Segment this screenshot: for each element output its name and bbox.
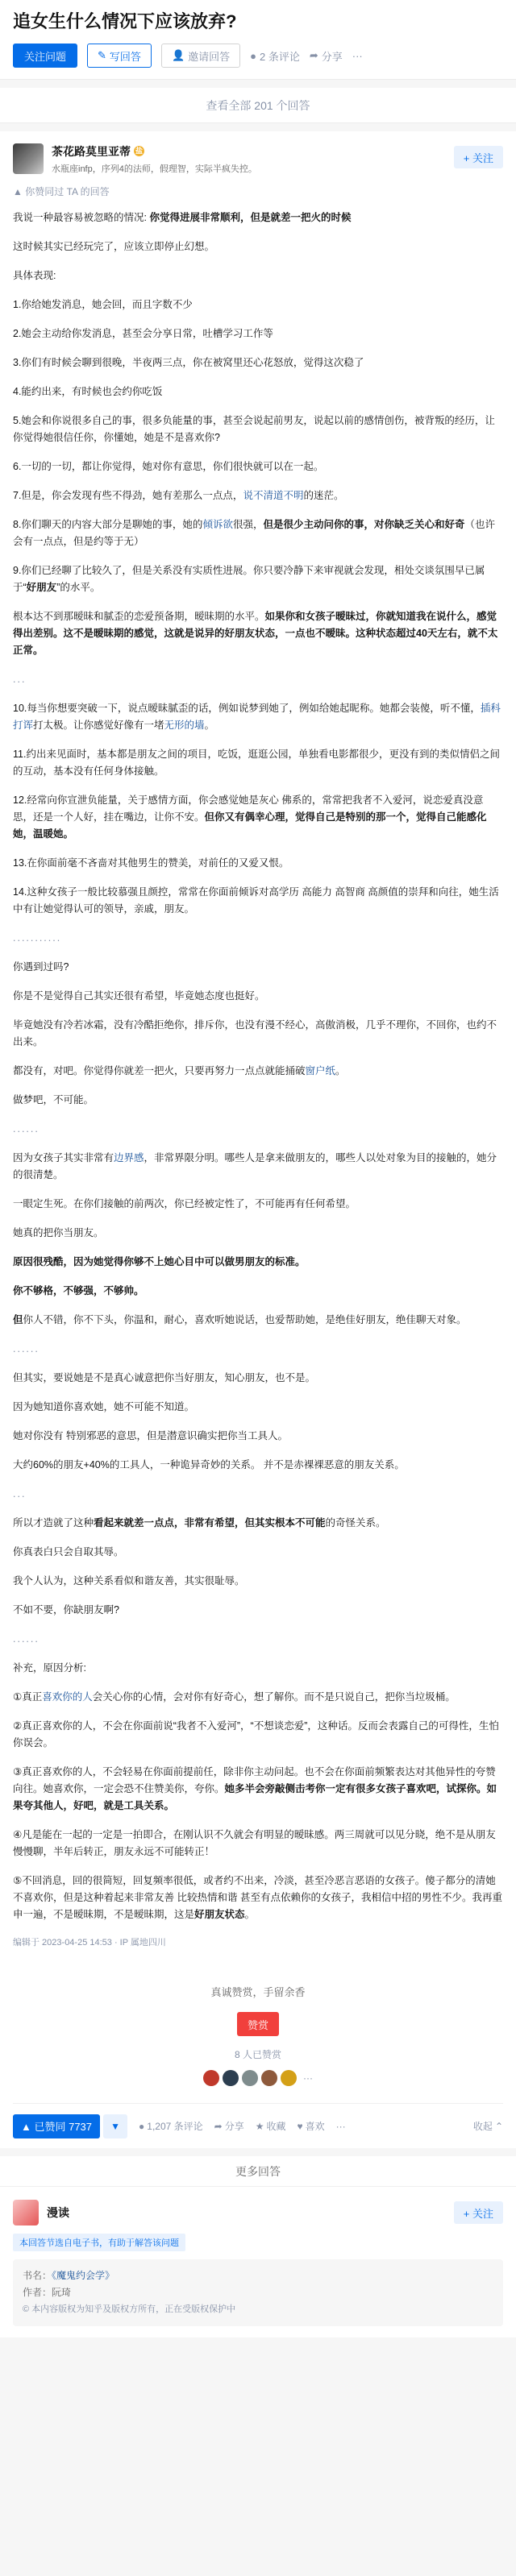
reward-count: 8 人已赞赏 xyxy=(234,2049,281,2060)
paragraph: 10.每当你想要突破一下，说点暧昧腻歪的话，例如说梦到她了，例如给她起昵称。她都会装傻，听不懂，插科打诨打太极。让你感觉好像有一堵无形的墙。 xyxy=(13,703,501,731)
paragraph: 你遇到过吗? xyxy=(13,961,69,973)
paragraph: 因为她知道你喜欢她，她不可能不知道。 xyxy=(13,1401,195,1412)
heart-icon: ♥ xyxy=(297,2120,303,2132)
book-card[interactable] xyxy=(13,2259,503,2326)
paragraph: 这时候其实已经玩完了，应该立即停止幻想。 xyxy=(13,241,215,252)
paragraph: 你真表白只会自取其辱。 xyxy=(13,1546,124,1558)
follow-author-button[interactable]: + 关注 xyxy=(454,146,503,168)
collapse-button[interactable] xyxy=(473,2119,503,2133)
paragraph: 4.能约出来，有时候也会约你吃饭 xyxy=(13,386,163,397)
book-author: 阮琦 xyxy=(52,2287,72,2298)
copyright-note: © 本内容版权为知乎及版权方所有，正在受版权保护中 xyxy=(23,2304,236,2314)
invite-answer-button[interactable] xyxy=(161,44,240,68)
avatar xyxy=(281,2070,297,2086)
share-button[interactable] xyxy=(214,2119,244,2133)
paragraph: 13.在你面前毫不吝啬对其他男生的赞美，对前任的又爱又恨。 xyxy=(13,857,289,869)
write-answer-button[interactable] xyxy=(87,44,152,68)
comment-icon: ● xyxy=(139,2120,145,2132)
question-more-button[interactable]: ··· xyxy=(352,49,363,62)
more-answers-title: 更多回答 xyxy=(0,2156,516,2187)
collapse-label: 收起 xyxy=(472,2121,493,2132)
avatar xyxy=(203,2070,219,2086)
answer-card xyxy=(0,131,516,2148)
paragraph: 补充，原因分析: xyxy=(13,1662,86,1674)
paragraph: 我说一种最容易被忽略的情况: 你觉得进展非常顺利，但是就差一把火的时候 xyxy=(13,212,352,223)
avatar xyxy=(242,2070,258,2086)
question-comments-button[interactable] xyxy=(250,48,300,64)
reward-avatars[interactable] xyxy=(13,2069,503,2087)
paragraph: 毕竟她没有冷若冰霜，没有冷酷拒绝你，排斥你，也没有漫不经心，高傲消极，几乎不理你，不回你，也约不出来。 xyxy=(13,1019,497,1047)
paragraph: ④凡是能在一起的一定是一拍即合，在刚认识不久就会有明显的暧昧感。两三周就可以见分晓，绝不是从朋友慢慢聊，半年后转正，朋友永远不可能转正！ xyxy=(13,1829,496,1857)
paragraph: 3.你们有时候会聊到很晚，半夜两三点，你在被窝里还心花怒放，觉得这次稳了 xyxy=(13,357,364,368)
answer-author xyxy=(13,141,503,176)
author-bio: 水瓶座infp，序列4的法师，假理智，实际半疯失控。 xyxy=(52,164,257,174)
question-comments-label: 2 条评论 xyxy=(260,50,300,63)
paragraph: 8.你们聊天的内容大部分是聊她的事，她的倾诉欲很强，但是很少主动问你的事，对你缺乏关心和好奇（也许会有一点点，但是约等于无） xyxy=(13,519,495,547)
answer-content xyxy=(13,209,503,1923)
avatar[interactable] xyxy=(13,143,44,174)
inline-link[interactable]: 窗户纸 xyxy=(305,1065,336,1076)
paragraph: 你不够格，不够强，不够帅。 xyxy=(13,1285,144,1296)
more-answers-section xyxy=(0,2156,516,2337)
paragraph: 但你人不错，你不下头，你温和，耐心，喜欢听她说话，也爱帮助她，是绝佳好朋友，绝佳聊天对象。 xyxy=(13,1314,467,1325)
separator: ... xyxy=(13,674,27,685)
paragraph: ①真正喜欢你的人会关心你的心情，会对你有好奇心，想了解你。而不是只说自己，把你当垃圾桶。 xyxy=(13,1691,456,1703)
inline-link[interactable]: 边界感 xyxy=(114,1152,144,1164)
question-share-button[interactable] xyxy=(310,48,343,64)
book-title[interactable]: 《魔鬼约会学》 xyxy=(52,2270,115,2281)
paragraph: 所以才造就了这种看起来就差一点点，非常有希望，但其实根本不可能的奇怪关系。 xyxy=(13,1517,386,1529)
reward-button[interactable]: 赞赏 xyxy=(237,2012,279,2036)
pencil-icon: ✎ xyxy=(98,49,106,61)
reward-section xyxy=(13,1984,503,2087)
author-name-row xyxy=(52,143,257,160)
paragraph: 因为女孩子其实非常有边界感，非常界限分明。哪些人是拿来做朋友的，哪些人以处对象为目的接触的，她分的很清楚。 xyxy=(13,1152,497,1180)
book-title-row: 书名：《魔鬼约会学》 xyxy=(23,2270,115,2281)
paragraph: 做梦吧，不可能。 xyxy=(13,1094,94,1105)
share-icon: ➦ xyxy=(214,2120,223,2132)
inline-link[interactable]: 无形的墙 xyxy=(164,720,205,731)
paragraph: 原因很残酷，因为她觉得你够不上她心目中可以做男朋友的标准。 xyxy=(13,1256,306,1267)
collect-label: 收藏 xyxy=(266,2121,286,2132)
book-author-row: 作者：阮琦 xyxy=(23,2287,72,2298)
inline-link[interactable]: 倾诉欲 xyxy=(202,519,233,530)
more-answer-author-name[interactable]: 漫读 xyxy=(47,2206,69,2219)
paragraph: 她真的把你当朋友。 xyxy=(13,1227,104,1238)
share-icon: ➦ xyxy=(309,49,318,61)
paragraph: 但其实，要说她是不是真心诚意把你当好朋友，知心朋友，也不是。 xyxy=(13,1372,316,1383)
author-name[interactable]: 茶花路莫里亚蒂 xyxy=(52,144,131,158)
inline-link[interactable]: 喜欢你的人 xyxy=(42,1691,93,1703)
view-all-answers-link[interactable]: 查看全部 201 个回答 xyxy=(0,88,516,123)
question-share-label: 分享 xyxy=(321,50,343,63)
question-actions xyxy=(13,44,503,68)
paragraph: 7.但是，你会发现有些不得劲，她有差那么一点点，说不清道不明的迷茫。 xyxy=(13,490,344,501)
paragraph: 2.她会主动给你发消息，甚至会分享日常，吐槽学习工作等 xyxy=(13,328,273,339)
paragraph: 大约60%的朋友+40%的工具人，一种诡异奇妙的关系。 并不是赤裸裸恶意的朋友关系。 xyxy=(13,1459,405,1471)
star-icon: ★ xyxy=(255,2120,264,2132)
comment-icon: ● xyxy=(250,49,256,62)
answer-action-bar xyxy=(13,2103,503,2148)
inline-link[interactable]: 说不清道不明 xyxy=(243,490,304,501)
invite-answer-label: 邀请回答 xyxy=(188,50,231,63)
share-label: 分享 xyxy=(224,2121,244,2132)
invite-user-icon: 👤 xyxy=(171,49,185,61)
paragraph: 根本达不到那暧昧和腻歪的恋爱预备期，暧昧期的水平。如果你和女孩子暧昧过，你就知道我在说什么，感觉得出差别。这不是暧昧期的感觉，这就是说异的好朋友状态，一点也不暧昧。这种状态超过40天左右，就不太正常。 xyxy=(13,611,498,656)
paragraph: 1.你给她发消息，她会回，而且字数不少 xyxy=(13,299,193,310)
avatar[interactable] xyxy=(13,2200,39,2225)
like-label: 喜欢 xyxy=(305,2121,325,2132)
excerpt-tag: 本回答节选自电子书，有助于解答该问题 xyxy=(13,2234,185,2251)
inline-link[interactable]: 插科打诨 xyxy=(13,703,501,731)
separator: ........... xyxy=(13,932,62,944)
avatar xyxy=(261,2070,277,2086)
follow-author-button[interactable]: + 关注 xyxy=(454,2201,503,2224)
write-answer-label: 写回答 xyxy=(109,50,141,63)
more-answer-card xyxy=(0,2187,516,2337)
paragraph: ②真正喜欢你的人，不会在你面前说“我者不入爱河”，“不想谈恋爱”，这种话。反而会表露自己的可得性，生怕你误会。 xyxy=(13,1720,499,1748)
comments-button[interactable] xyxy=(139,2119,203,2133)
downvote-button[interactable]: ▼ xyxy=(103,2114,127,2138)
avatar xyxy=(223,2070,239,2086)
reward-more[interactable]: ··· xyxy=(303,2072,313,2084)
salt-badge-icon: 盐 xyxy=(135,147,143,155)
paragraph: ⑤不回消息，回的很简短，回复频率很低，或者约不出来，冷淡，甚至冷恶言恶语的女孩子。傻子都分的清她不喜欢你，但是这种着起来非常友善 比较热情和谐 甚至有点依赖你的女孩子，我相信中招的男性不少。我再重申一遍，不是暧昧期，不是暧昧期，这是好朋友状态。 xyxy=(13,1875,502,1920)
paragraph: 5.她会和你说很多自己的事，很多负能量的事，甚至会说起前男友，说起以前的感情创伤，被背叛的经历，让你觉得她很信任你，你懂她，她是不是喜欢你? xyxy=(13,415,495,443)
edit-time: 编辑于 2023-04-25 14:53 · IP 属地四川 xyxy=(13,1938,166,1948)
paragraph: 一眼定生死。在你们接触的前两次，你已经被定性了，不可能再有任何希望。 xyxy=(13,1198,356,1209)
paragraph: 11.约出来见面时，基本都是朋友之间的项目，吃饭，逛逛公园，单独看电影都很少，更没有到的类似情侣之间的互动，基本没有任何身体接触。 xyxy=(13,749,500,777)
paragraph: 她对你没有 特别邪恶的意思，但是潜意识确实把你当工具人。 xyxy=(13,1430,288,1441)
separator: ...... xyxy=(13,1123,40,1135)
collect-button[interactable] xyxy=(256,2119,286,2133)
upvote-button[interactable]: ▲ 已赞同 7737 xyxy=(13,2114,100,2138)
paragraph: 都没有，对吧。你觉得你就差一把火，只要再努力一点点就能捅破窗户纸。 xyxy=(13,1065,346,1076)
comments-label: 1,207 条评论 xyxy=(147,2121,203,2132)
paragraph: ③真正喜欢你的人，不会轻易在你面前提前任，除非你主动问起。也不会在你面前频繁表达对其他异性的夸赞向往。她喜欢你，一定会恐不住赞美你，夸你。她多半会旁敲侧击考你一定有很多女孩子喜欢吧，试探你。如果夸其他人，好吧，就是工具关系。 xyxy=(13,1766,497,1811)
follow-question-button[interactable]: 关注问题 xyxy=(13,44,77,68)
chevron-up-icon: ⌃ xyxy=(494,2120,503,2132)
separator: ...... xyxy=(13,1343,40,1354)
more-options-button[interactable]: ··· xyxy=(335,2120,346,2132)
like-button[interactable] xyxy=(298,2119,325,2133)
paragraph: 具体表现: xyxy=(13,270,56,281)
paragraph: 12.经常向你宣泄负能量，关于感情方面，你会感觉她是灰心 佛系的，常常把我者不入爱河，说恋爱真没意思，还是一个人好，挂在嘴边，让你不安。但你又有偶幸心理，觉得自己是特别的那一个，觉得自己能感化她，温暖她。 xyxy=(13,794,487,840)
paragraph: 你是不是觉得自己其实还很有希望，毕竟她态度也挺好。 xyxy=(13,990,265,1002)
separator: ... xyxy=(13,1488,27,1500)
question-title[interactable]: 追女生什么情况下应该放弃? xyxy=(13,11,237,31)
thumb-up-icon: ▲ xyxy=(13,186,23,197)
upvote-note-text: 你赞同过 TA 的回答 xyxy=(25,186,110,197)
paragraph: 我个人认为，这种关系看似和谐友善，其实很耻辱。 xyxy=(13,1575,245,1587)
paragraph: 6.一切的一切，都让你觉得，她对你有意思，你们很快就可以在一起。 xyxy=(13,461,324,472)
more-answer-author xyxy=(13,2198,503,2227)
paragraph: 不如不要，你缺朋友啊? xyxy=(13,1604,119,1616)
paragraph: 14.这种女孩子一般比较慕强且颜控，常常在你面前倾诉对高学历 高能力 高智商 高颜值的崇拜和向往，她生活中有让她觉得认可的领导，亲戚，朋友。 xyxy=(13,886,499,915)
upvote-note xyxy=(13,185,503,198)
reward-slogan: 真诚赞赏，手留余香 xyxy=(210,1986,306,1998)
paragraph: 9.你们已经聊了比较久了，但是关系没有实质性进展。你只要冷静下来审视就会发现，相处交谈氛围早已属于“好朋友”的水平。 xyxy=(13,565,485,593)
separator: ...... xyxy=(13,1633,40,1645)
question-header xyxy=(0,0,516,80)
